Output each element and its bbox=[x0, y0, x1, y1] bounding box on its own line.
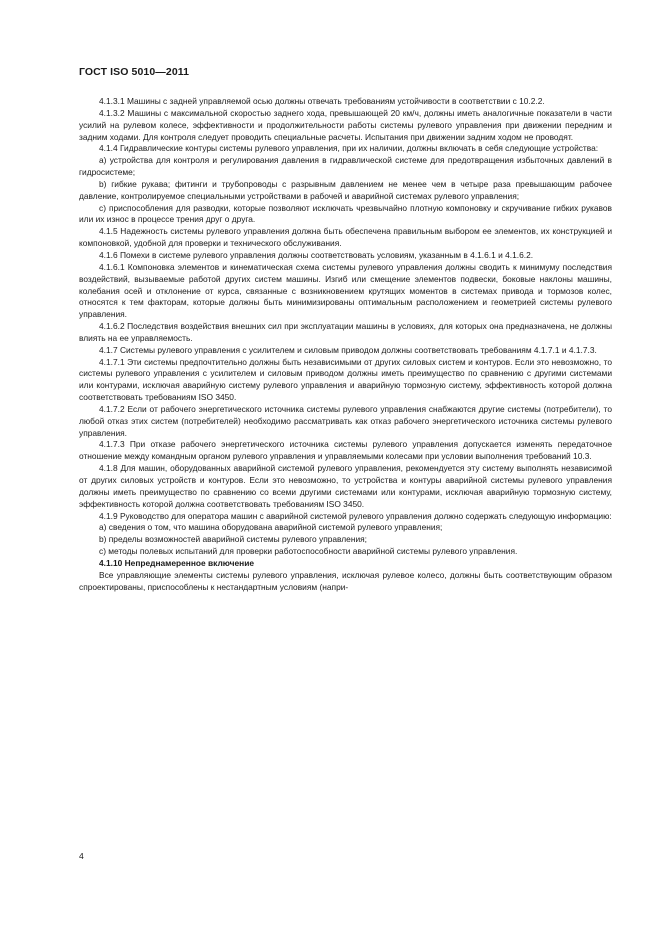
paragraph: b) пределы возможностей аварийной системы рулевого управления; bbox=[99, 534, 368, 545]
document-body bbox=[79, 96, 612, 593]
paragraph: 4.1.3.2 Машины с максимальной скоростью заднего хода, превышающей 20 км/ч, должны иметь аналогичные показатели в части усилий на рулевом колесе, эффективности и продолжительности работы системы рулевого управления при движении передним и задним ходами. Для контроля следует проводить специальные расчеты. Испытания при движении задним ходом не проводят. bbox=[79, 107, 612, 142]
paragraph: 4.1.5 Надежность системы рулевого управления должна быть обеспечена правильным выбором ее элементов, их конструкцией и компоновкой, удобной для проверки и технического обслуживания. bbox=[79, 226, 612, 249]
paragraph: 4.1.7.3 При отказе рабочего энергетического источника системы рулевого управления допускается изменять передаточное отношение между командным органом рулевого управления и управляемыми колесами при условии выполнения требований 10.3. bbox=[79, 439, 612, 462]
paragraph: с) методы полевых испытаний для проверки работоспособности аварийной системы рулевого управления. bbox=[99, 546, 518, 557]
paragraph: 4.1.4 Гидравлические контуры системы рулевого управления, при их наличии, должны включать в себя следующие устройства: bbox=[99, 143, 599, 154]
paragraph: 4.1.7 Системы рулевого управления с усилителем и силовым приводом должны соответствовать требованиям 4.1.7.1 и 4.1.7.3. bbox=[99, 344, 597, 355]
document-header: ГОСТ ISO 5010—2011 bbox=[79, 66, 190, 78]
paragraph: с) приспособления для разводки, которые позволяют исключать чрезвычайно плотную компоновку и скручивание гибких рукавов или их износ в процессе трения друг о друга. bbox=[79, 202, 612, 225]
paragraph: 4.1.3.1 Машины с задней управляемой осью должны отвечать требованиям устойчивости в соответствии с 10.2.2. bbox=[99, 96, 545, 106]
paragraph: 4.1.6.2 Последствия воздействия внешних сил при эксплуатации машины в условиях, для которых она предназначена, не должны влиять на ее управляемость. bbox=[79, 321, 612, 343]
paragraph: 4.1.9 Руководство для оператора машин с аварийной системой рулевого управления должно содержать следующую информацию: bbox=[99, 510, 612, 521]
section-heading: 4.1.10 Непреднамеренное включение bbox=[99, 557, 255, 568]
page-number: 4 bbox=[79, 851, 84, 861]
paragraph: Все управляющие элементы системы рулевого управления, исключая рулевое колесо, должны быть соответствующим образом спроектированы, приспособлены к нестандартным условиям (напри- bbox=[79, 569, 612, 592]
paragraph: 4.1.6 Помехи в системе рулевого управления должны соответствовать условиям, указанным в 4.1.6.1 и 4.1.6.2. bbox=[99, 249, 534, 260]
paragraph: b) гибкие рукава; фитинги и трубопроводы с разрывным давлением не менее чем в четыре раза превышающим рабочее давление, контролируемое специальными устройствами в рабочей и аварийной системах рулевого управления; bbox=[79, 178, 612, 201]
paragraph: 4.1.8 Для машин, оборудованных аварийной системой рулевого управления, рекомендуется эту систему выполнять независимой от других силовых устройств и контуров. Если это невозможно, то устройства и контуры аварийной системы рулевого управления должны иметь преимущество по сравнению со всеми другими системами или контурами, исключая аварийную тормозную систему, эффективность которой должна соответствовать требованиям ISO 3450. bbox=[79, 463, 612, 509]
paragraph: 4.1.6.1 Компоновка элементов и кинематическая схема системы рулевого управления должны сводить к минимуму последствия воздействий, вызываемые работой других систем машины. Изгиб или смещение элементов подвески, боковые наклоны машины, колебания осей и отклонение от курса, связанные с возникновением крутящих моментов в системах привода и тормозов колес, относятся к тем факторам, которые должны быть минимизированы оптимальным расположением и геометрией системы рулевого управления. bbox=[79, 261, 612, 320]
paragraph: 4.1.7.2 Если от рабочего энергетического источника системы рулевого управления снабжаются другие системы (потребители), то любой отказ этих систем (потребителей) необходимо рассматривать как отказ рабочего энергетического источника системы рулевого управления. bbox=[79, 403, 612, 438]
paragraph: 4.1.7.1 Эти системы предпочтительно должны быть независимыми от других силовых систем и контуров. Если это невозможно, то системы рулевого управления с усилителем и силовым приводом должны иметь преимущество по сравнению с другими системами или контурами, исключая аварийную систему рулевого управления и аварийную тормозную систему, эффективность которой должна соответствовать требованиям ISO 3450. bbox=[79, 356, 612, 403]
paragraph: а) устройства для контроля и регулирования давления в гидравлической системе для предотвращения избыточных давлений в гидросистеме; bbox=[79, 155, 612, 178]
paragraph: а) сведения о том, что машина оборудована аварийной системой рулевого управления; bbox=[99, 522, 443, 533]
